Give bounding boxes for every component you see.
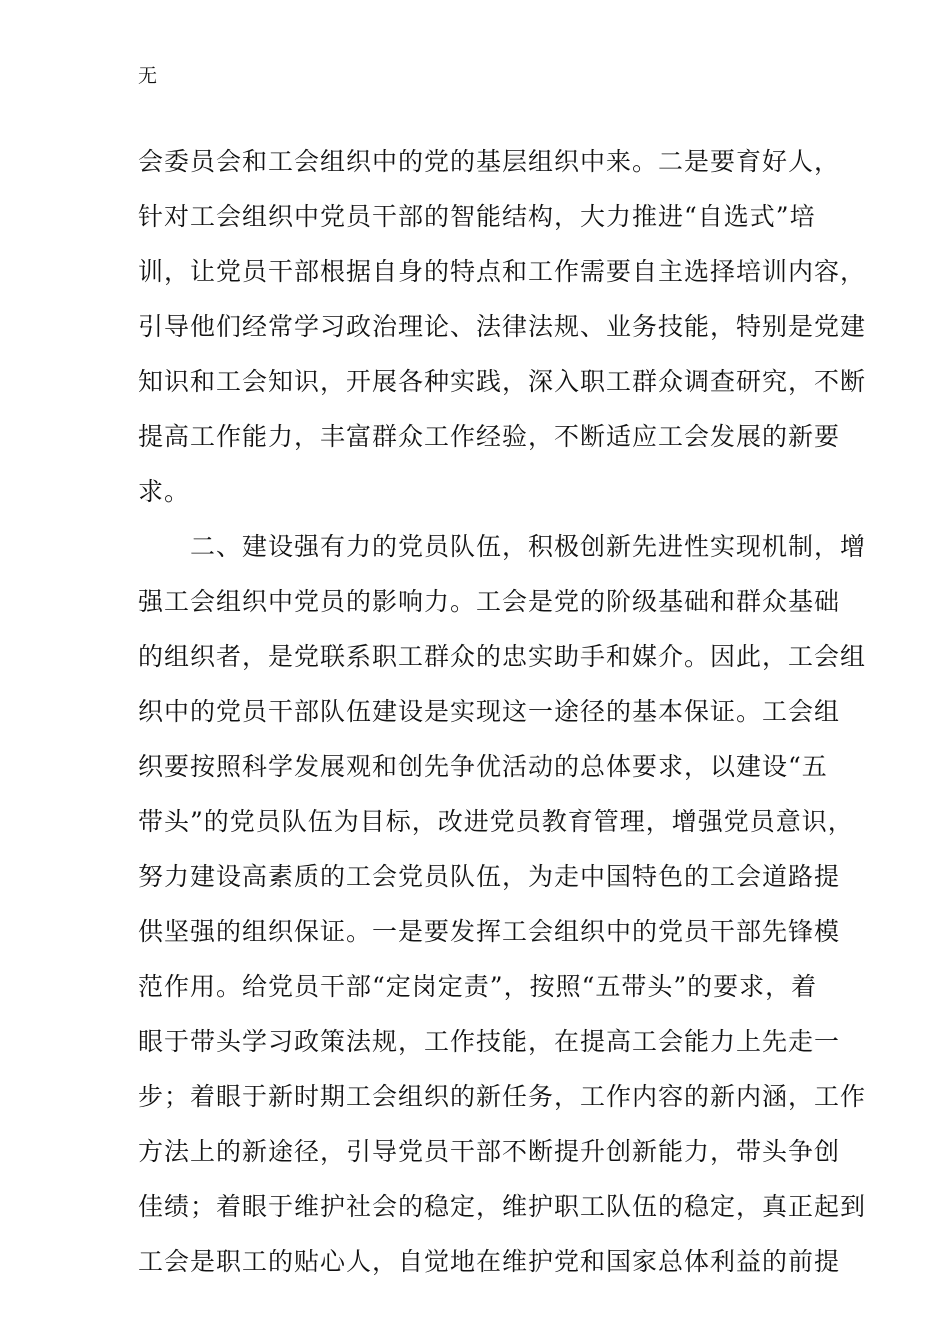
text-line: 训，让党员干部根据自身的特点和工作需要自主选择培训内容，	[138, 257, 867, 286]
text-line: 二、建设强有力的党员队伍，积极创新先进性实现机制，增	[138, 532, 867, 561]
text-line: 知识和工会知识，开展各种实践，深入职工群众调查研究，不断	[138, 367, 867, 396]
text-line: 的组织者，是党联系职工群众的忠实助手和媒介。因此，工会组	[138, 642, 867, 671]
text-line: 眼于带头学习政策法规，工作技能，在提高工会能力上先走一	[138, 1027, 841, 1056]
text-line: 供坚强的组织保证。一是要发挥工会组织中的党员干部先锋模	[138, 917, 841, 946]
text-line: 织要按照科学发展观和创先争优活动的总体要求，以建设“五	[138, 752, 828, 781]
text-line: 带头”的党员队伍为目标，改进党员教育管理，增强党员意识，	[138, 807, 854, 836]
text-line: 方法上的新途径，引导党员干部不断提升创新能力，带头争创	[138, 1137, 841, 1166]
text-line: 提高工作能力，丰富群众工作经验，不断适应工会发展的新要	[138, 422, 841, 451]
text-line: 佳绩；着眼于维护社会的稳定，维护职工队伍的稳定，真正起到	[138, 1192, 867, 1221]
text-line: 工会是职工的贴心人，自觉地在维护党和国家总体利益的前提	[138, 1247, 841, 1276]
text-line: 努力建设高素质的工会党员队伍，为走中国特色的工会道路提	[138, 862, 841, 891]
text-line: 范作用。给党员干部“定岗定责”，按照“五带头”的要求，着	[138, 972, 818, 1001]
text-line: 织中的党员干部队伍建设是实现这一途径的基本保证。工会组	[138, 697, 841, 726]
text-line: 引导他们经常学习政治理论、法律法规、业务技能，特别是党建	[138, 312, 867, 341]
text-line: 求。	[138, 477, 191, 506]
header-mark: 无	[138, 65, 158, 87]
text-line: 会委员会和工会组织中的党的基层组织中来。二是要育好人，	[138, 147, 841, 176]
text-line: 步；着眼于新时期工会组织的新任务，工作内容的新内涵，工作	[138, 1082, 867, 1111]
text-line: 针对工会组织中党员干部的智能结构，大力推进“自选式”培	[138, 202, 816, 231]
text-line: 强工会组织中党员的影响力。工会是党的阶级基础和群众基础	[138, 587, 841, 616]
body-text	[138, 134, 867, 1289]
